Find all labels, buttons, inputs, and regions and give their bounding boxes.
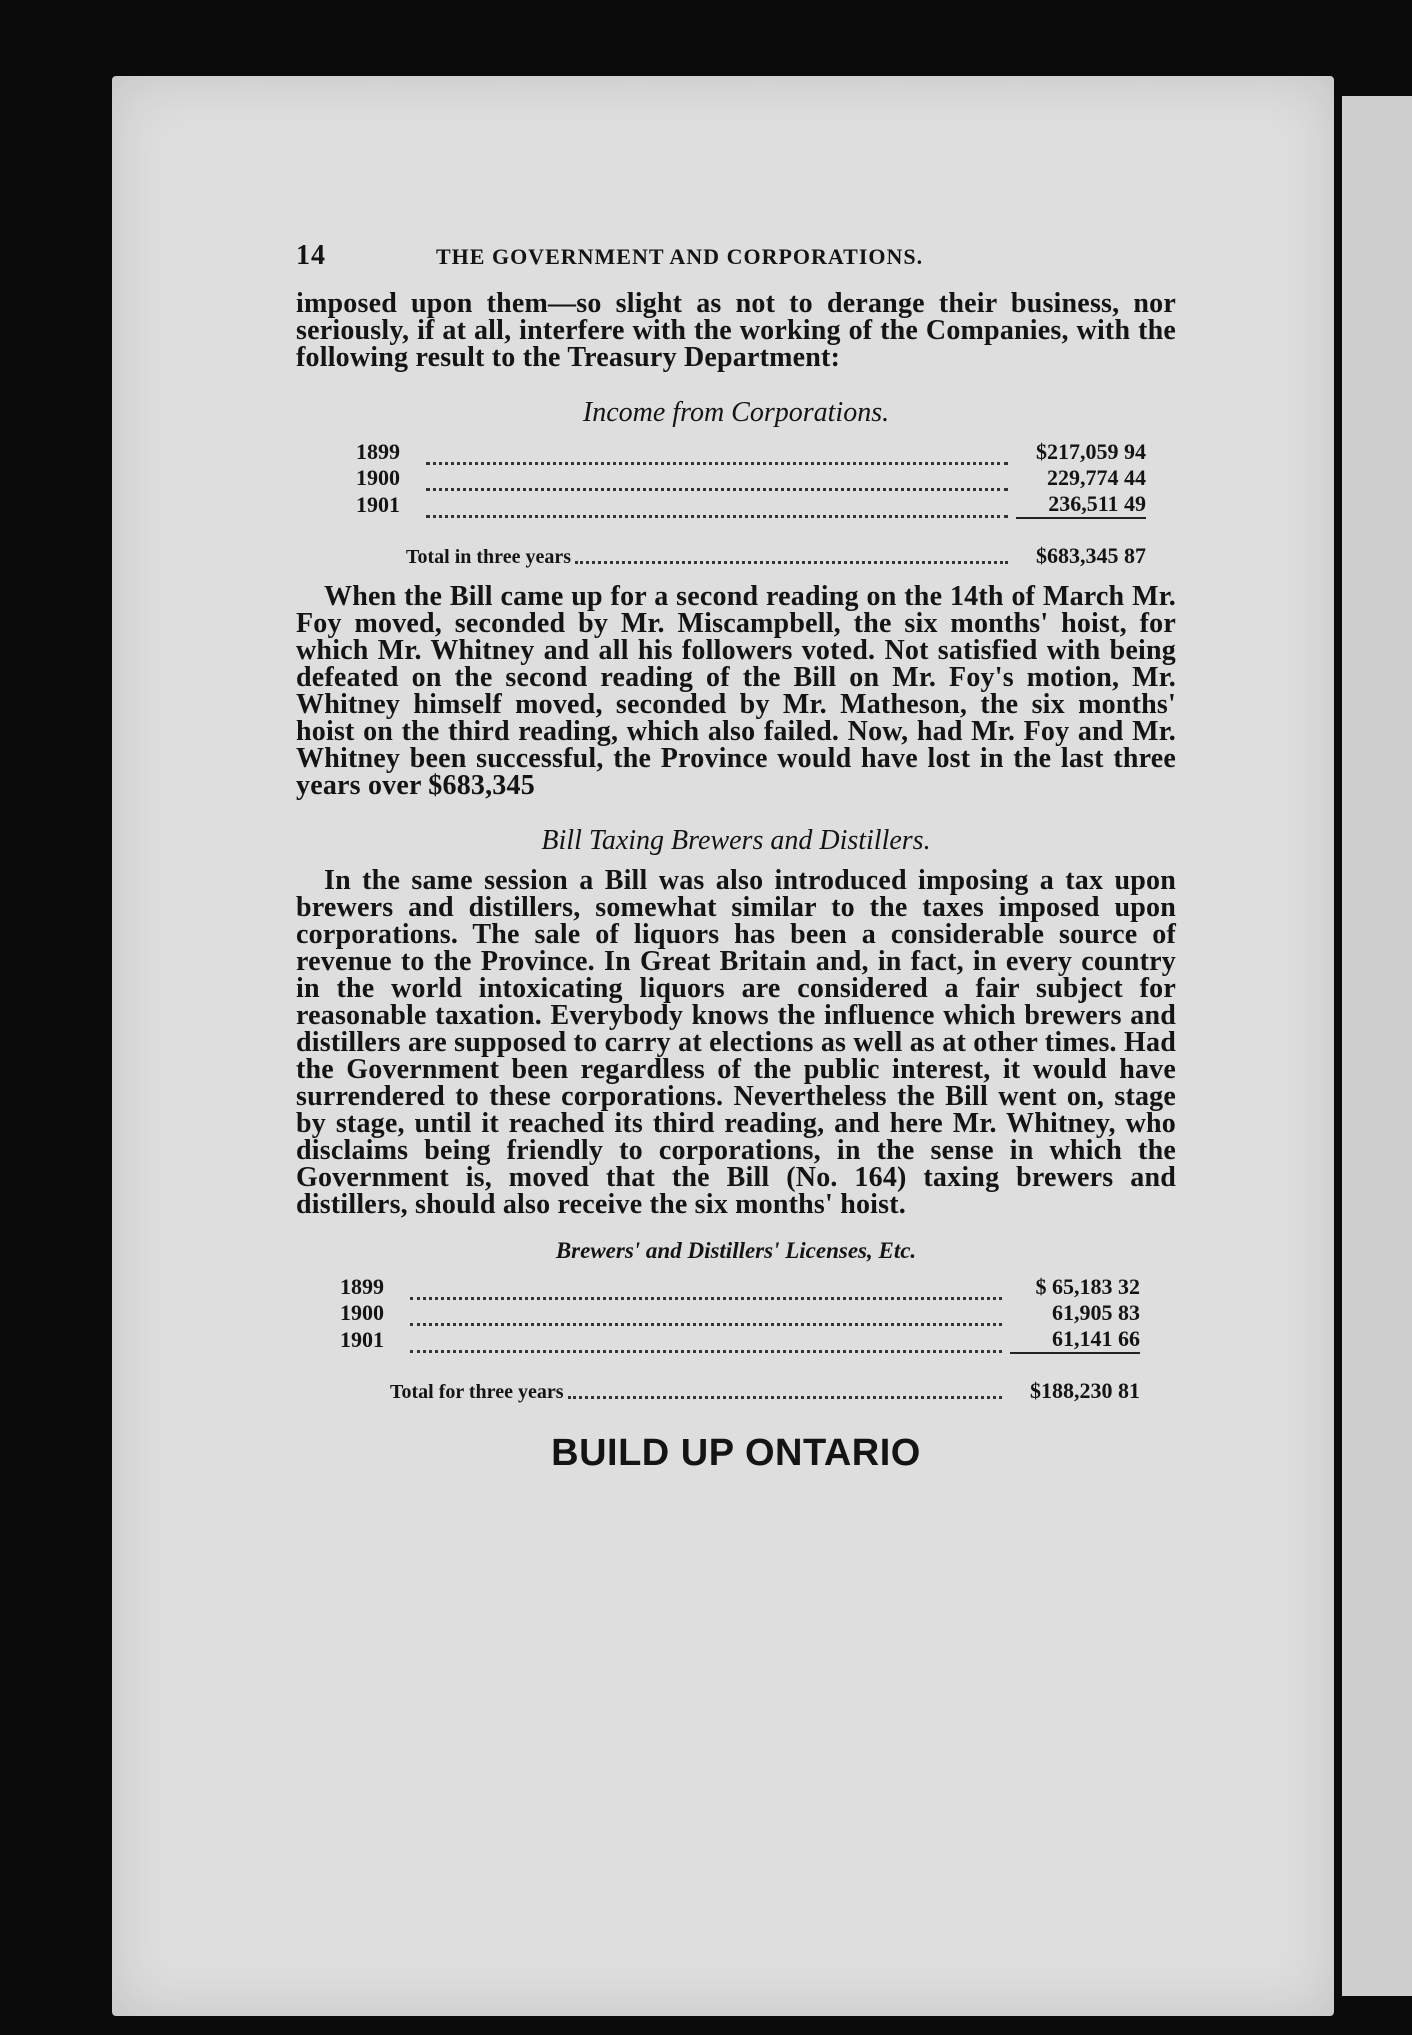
table-row (356, 465, 1146, 491)
income-table (356, 439, 1146, 569)
year-cell: 1901 (340, 1327, 384, 1352)
table-row (356, 439, 1146, 465)
year-cell: 1900 (356, 465, 400, 490)
year-cell: 1900 (340, 1300, 384, 1325)
year-cell: 1899 (356, 439, 400, 464)
amount-cell: 236,511 49 (1048, 491, 1146, 516)
total-amount: $188,230 81 (1010, 1353, 1140, 1404)
year-cell: 1899 (340, 1274, 384, 1299)
amount-cell: 229,774 44 (1047, 465, 1146, 490)
table-row (356, 491, 1146, 518)
page-content (296, 240, 1176, 1475)
page-number: 14 (296, 240, 326, 271)
intro-paragraph: imposed upon them—so slight as not to derange their business, nor seriously, if at all, interfere with the working of the Companies, with the following result to the Treasury Department: (296, 288, 1176, 373)
year-cell: 1901 (356, 492, 400, 517)
total-label: Total for three years (390, 1381, 564, 1403)
running-title: THE GOVERNMENT AND CORPORATIONS. (436, 244, 924, 269)
brewers-paragraph: In the same session a Bill was also introduced imposing a tax upon brewers and distillers, somewhat similar to the taxes imposed upon corporations. The sale of liquors has been a considerable source of revenue to the Province. In Great Britain and, in fact, in every country in the world intoxicating liquors are considered a fair subject for reasonable taxation. Everybody knows the influence which brewers and distillers are supposed to carry at elections as well as at other times. Had the Government been regardless of the public interest, it would have surrendered to these corporations. Nevertheless the Bill went on, stage by stage, until it reached its third reading, and here Mr. Whitney, who disclaims being friendly to corporations, in the sense in which the Government is, moved that the Bill (No. 164) taxing brewers and distillers, should also receive the six months' hoist. (296, 865, 1176, 1220)
running-header (296, 240, 1176, 272)
brewers-section-title: Bill Taxing Brewers and Distillers. (541, 825, 931, 856)
table-row (340, 1326, 1140, 1353)
amount-cell: 61,905 83 (1052, 1300, 1140, 1325)
table-row (340, 1300, 1140, 1326)
total-row (356, 518, 1146, 569)
licenses-table (340, 1274, 1140, 1404)
total-row (340, 1353, 1140, 1404)
adjacent-page-edge (1342, 96, 1412, 1996)
table-row (340, 1274, 1140, 1300)
amount-cell: $217,059 94 (1036, 439, 1146, 464)
income-table-title: Income from Corporations. (582, 397, 890, 428)
amount-cell: $ 65,183 32 (1035, 1274, 1140, 1299)
licenses-table-title: Brewers' and Distillers' Licenses, Etc. (555, 1238, 917, 1263)
footer-slogan: BUILD UP ONTARIO (551, 1432, 921, 1474)
second-reading-paragraph: When the Bill came up for a second reading on the 14th of March Mr. Foy moved, seconded by Mr. Miscampbell, the six months' hoist, for which Mr. Whitney and all his followers voted. Not satisfied with being defeated on the second reading of the Bill on Mr. Foy's motion, Mr. Whitney himself moved, seconded by Mr. Matheson, the six months' hoist on the third reading, which also failed. Now, had Mr. Foy and Mr. Whitney been successful, the Province would have lost in the last three years over $683,345 (296, 581, 1176, 801)
total-label: Total in three years (406, 546, 571, 568)
amount-cell: 61,141 66 (1052, 1326, 1140, 1351)
total-amount: $683,345 87 (1016, 518, 1146, 569)
